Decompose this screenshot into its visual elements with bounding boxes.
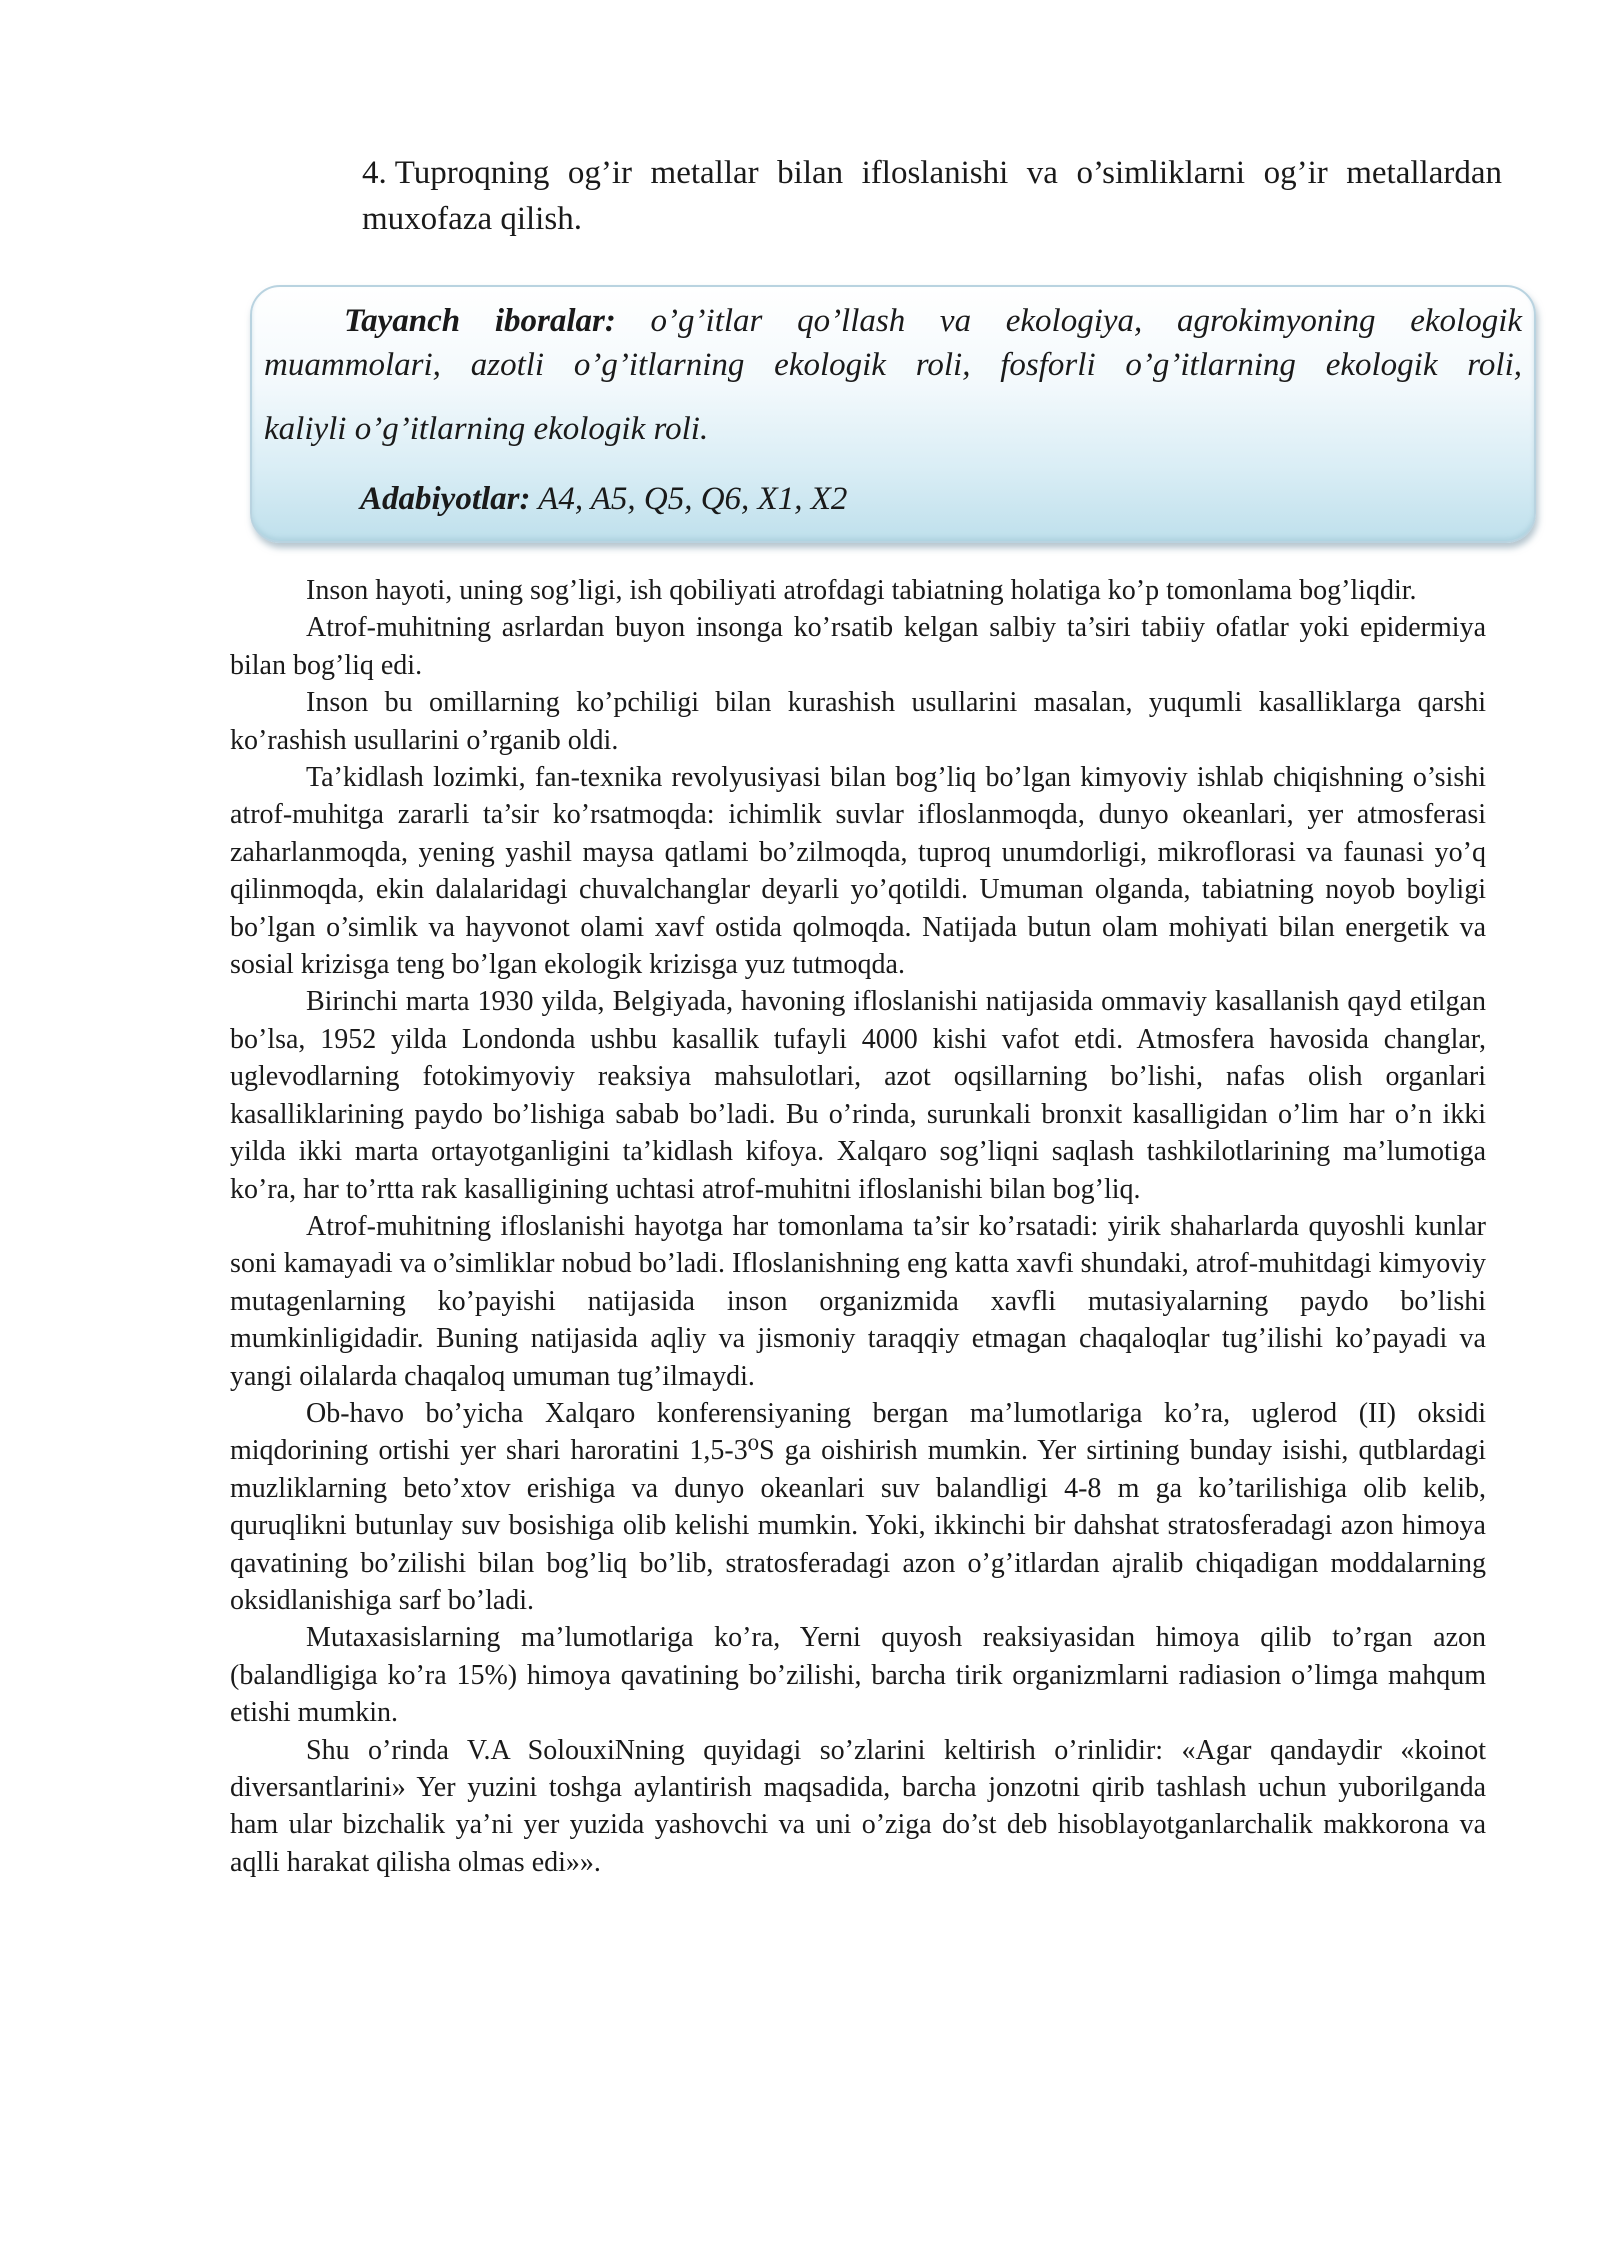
paragraph: Shu o’rinda V.A SolouxiNning quyidagi so’zlarini keltirish o’rinlidir: «Agar qandaydir «koinot diversantlarini» Yer yuzini toshga aylantirish maqsadida, barcha jonzotni qirib tashlash uchun yuborilganda ham ular bizchalik ya’ni yer yuzida yashovchi va uni o’ziga do’st deb hisoblayotganlarchalik makkorona va aqlli harakat qilisha olmas edi»».	[230, 1734, 1486, 1878]
key-terms-continuation: kaliyli o’g’itlarning ekologik roli.	[264, 411, 709, 447]
paragraph: Inson bu omillarning ko’pchiligi bilan kurashish usullarini masalan, yuqumli kasalliklarga qarshi ko’rashish usullarini o’rganib oldi.	[230, 687, 1486, 756]
key-terms-text: o’g’itlar qo’llash va ekologiya, agrokimyoning ekologik muammolari, azotli o’g’itlarning ekologik roli, fosforli o’g’itlarning ekologik roli,	[264, 303, 1523, 383]
body-text	[230, 572, 1486, 1881]
paragraph: Mutaxasislarning ma’lumotlariga ko’ra, Yerni quyosh reaksiyasidan himoya qilib to’rgan azon (balandligiga ko’ra 15%) himoya qavatining bo’zilishi, barcha tirik organizmlarni radiasion o’limga mahqum etishi mumkin.	[230, 1622, 1486, 1729]
key-terms-paragraph	[264, 299, 1522, 387]
paragraph: Atrof-muhitning asrlardan buyon insonga ko’rsatib kelgan salbiy ta’siri tabiiy ofatlar yoki epidermiya bilan bog’liq edi.	[230, 612, 1486, 681]
literature-line	[360, 477, 847, 521]
paragraph: Inson hayoti, uning sog’ligi, ish qobiliyati atrofdagi tabiatning holatiga ko’p tomonlama bog’liqdir.	[306, 575, 1417, 606]
literature-label: Adabiyotlar:	[360, 481, 531, 517]
key-terms-label: Tayanch iboralar:	[344, 303, 616, 339]
section-title: Tuproqning og’ir metallar bilan ifloslanishi va o’simliklarni og’ir metallardan muxofaza qilish.	[362, 155, 1502, 237]
key-terms-box	[250, 285, 1536, 543]
section-number: 4.	[362, 155, 387, 191]
paragraph: Birinchi marta 1930 yilda, Belgiyada, havoning ifloslanishi natijasida ommaviy kasallanish qayd etilgan bo’lsa, 1952 yilda Londonda ushbu kasallik tufayli 4000 kishi vafot etdi. Atmosfera havosida changlar, uglevodlarning fotokimyoviy reaksiya mahsulotlari, azot oqsillarning bo’lishi, nafas olish organlari kasalliklarining paydo bo’lishiga sabab bo’ladi. Bu o’rinda, surunkali bronxit kasalligidan o’lim har o’n ikki yilda ikki marta ortayotganligini ta’kidlash kifoya. Xalqaro sog’liqni saqlash tashkilotlarining ma’lumotiga ko’ra, har to’rtta rak kasalligining uchtasi atrof-muhitni ifloslanishi bilan bog’liq.	[230, 986, 1486, 1205]
section-heading	[362, 150, 1502, 242]
literature-text: A4, A5, Q5, Q6, X1, X2	[538, 481, 848, 517]
paragraph: Ta’kidlash lozimki, fan-texnika revolyusiyasi bilan bog’liq bo’lgan kimyoviy ishlab chiqishning o’sishi atrof-muhitga zararli ta’sir ko’rsatmoqda: ichimlik suvlar ifloslanmoqda, dunyo okeanlari, yer atmosferasi zaharlanmoqda, yening yashil maysa qatlami bo’zilmoqda, tuproq unumdorligi, mikroflorasi va faunasi yo’q qilinmoqda, ekin dalalaridagi chuvalchanglar deyarli yo’qotildi. Umuman olganda, tabiatning noyob boyligi bo’lgan o’simlik va hayvonot olami xavf ostida qolmoqda. Natijada butun olam mohiyati bilan energetik va sosial krizisga teng bo’lgan ekologik krizisga yuz tutmoqda.	[230, 762, 1486, 981]
paragraph: Ob-havo bo’yicha Xalqaro konferensiyaning bergan ma’lumotlariga ko’ra, uglerod (II) oksidi miqdorining ortishi yer shari haroratini 1,5-3⁰S ga oishirish mumkin. Yer sirtining bunday isishi, qutblardagi muzliklarning beto’xtov erishiga va dunyo okeanlari suv balandligi 4-8 m ga ko’tarilishiga olib kelib, quruqlikni butunlay suv bosishiga olib kelishi mumkin. Yoki, ikkinchi bir dahshat stratosferadagi azon himoya qavatining bo’zilishi bilan bog’liq bo’lib, stratosferadagi azon o’g’itlardan ajralib chiqadigan moddalarning oksidlanishiga sarf bo’ladi.	[230, 1397, 1486, 1616]
paragraph: Atrof-muhitning ifloslanishi hayotga har tomonlama ta’sir ko’rsatadi: yirik shaharlarda quyoshli kunlar soni kamayadi va o’simliklar nobud bo’ladi. Ifloslanishning eng katta xavfi shundaki, atrof-muhitdagi kimyoviy mutagenlarning ko’payishi natijasida inson organizmida xavfli mutasiyalarning paydo bo’lishi mumkinligidadir. Buning natijasida aqliy va jismoniy taraqqiy etmagan chaqaloqlar tug’ilishi ko’payadi va yangi oilalarda chaqaloq umuman tug’ilmaydi.	[230, 1210, 1486, 1392]
